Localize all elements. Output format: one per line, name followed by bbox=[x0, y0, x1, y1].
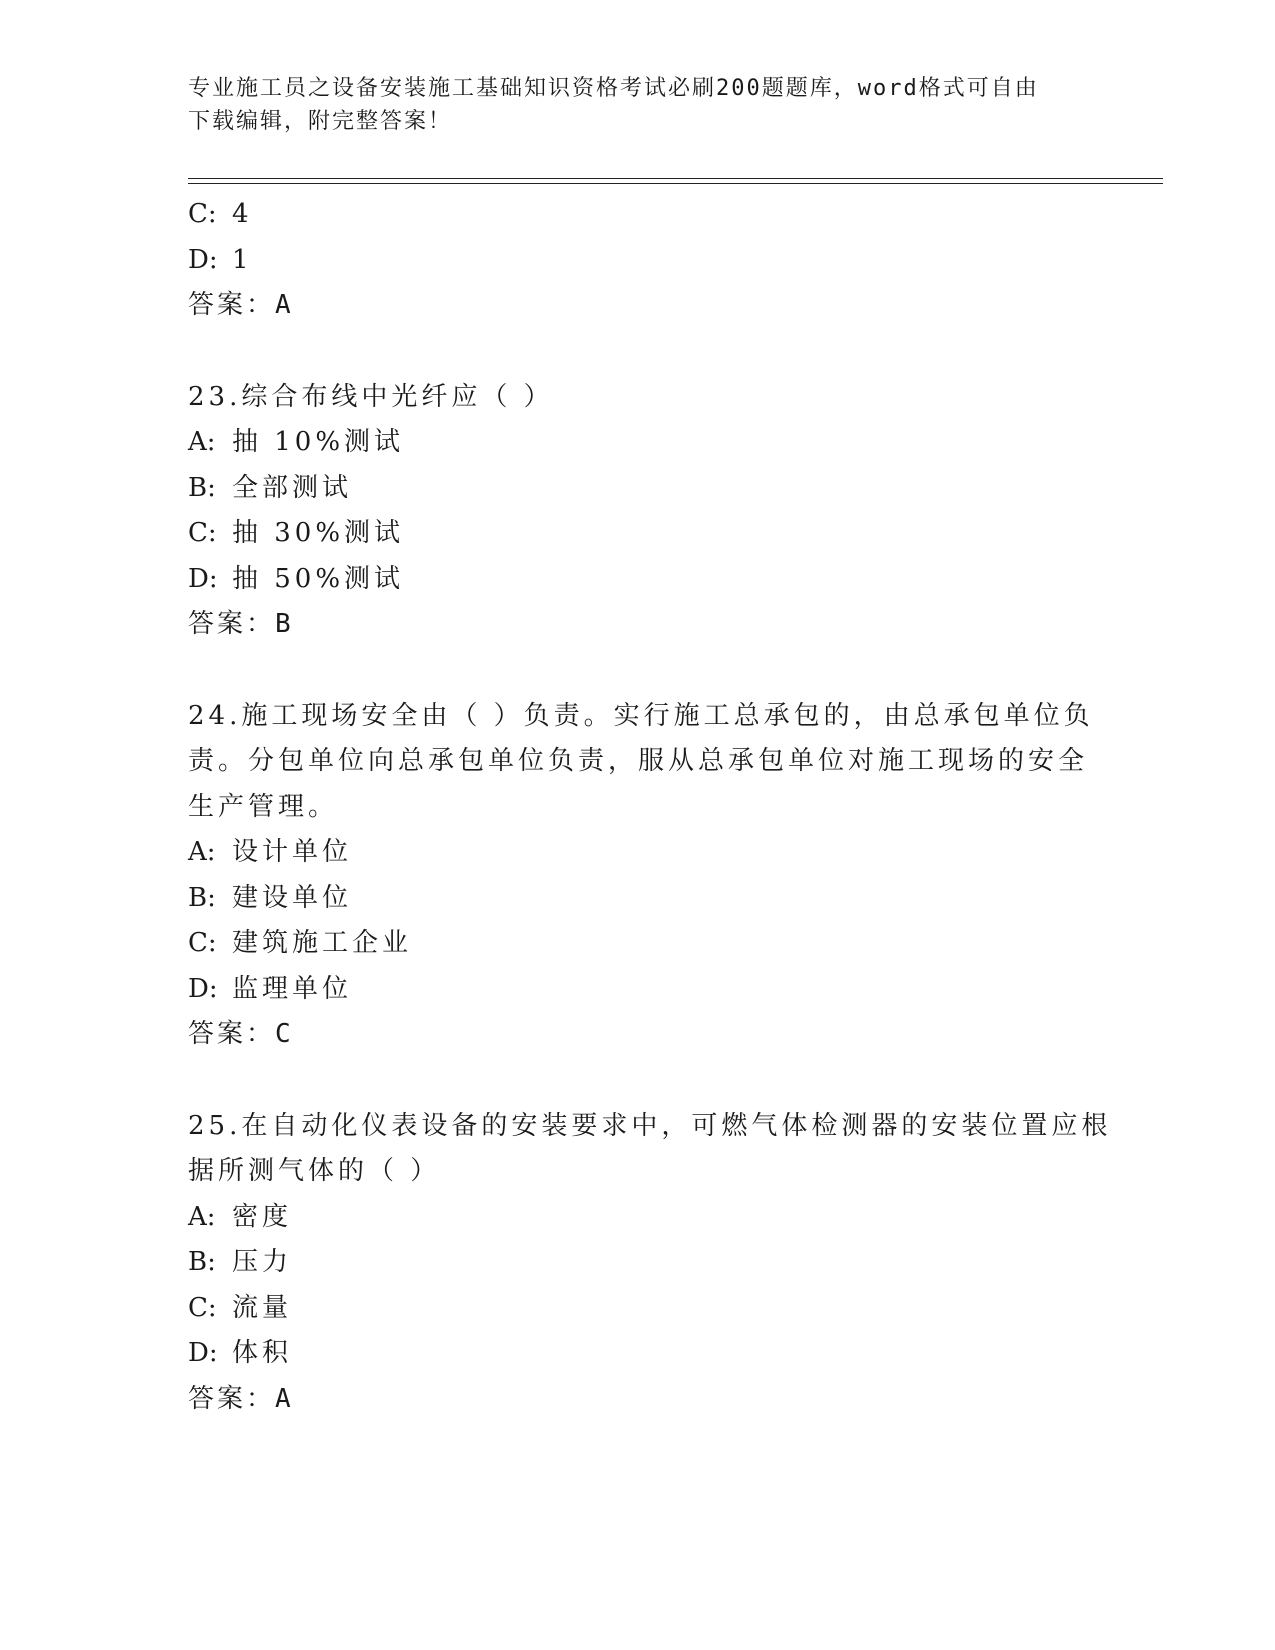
option-b bbox=[188, 876, 1088, 922]
question-24 bbox=[188, 694, 1094, 1058]
option-text: 1 bbox=[232, 244, 253, 275]
option-text: 建设单位 bbox=[232, 882, 353, 913]
option-label: C: bbox=[188, 1292, 217, 1323]
question-stem: 24.施工现场安全由（ ）负责。实行施工总承包的，由总承包单位负 bbox=[188, 700, 1094, 731]
option-label: D: bbox=[188, 973, 218, 1004]
option-text: 体积 bbox=[232, 1338, 293, 1368]
option-c bbox=[188, 192, 1088, 238]
question-content bbox=[188, 192, 1112, 1422]
prev-question bbox=[188, 192, 1088, 329]
option-label: C: bbox=[188, 518, 217, 548]
option-text: 4 bbox=[232, 199, 253, 229]
question-23 bbox=[188, 375, 1088, 648]
option-label: D: bbox=[188, 244, 218, 275]
option-c bbox=[188, 921, 1088, 967]
option-text: 设计单位 bbox=[232, 837, 353, 867]
question-stem: 据所测气体的（ ） bbox=[188, 1156, 441, 1186]
header-line-2: 下载编辑，附完整答案！ bbox=[188, 109, 453, 134]
header-divider-bottom bbox=[188, 183, 1163, 184]
option-label: B: bbox=[188, 472, 216, 503]
option-text: 监理单位 bbox=[232, 973, 353, 1004]
option-label: A: bbox=[188, 1201, 216, 1232]
option-b bbox=[188, 1240, 1088, 1286]
spacer bbox=[188, 329, 1088, 375]
header-divider-top bbox=[188, 178, 1163, 179]
option-label: C: bbox=[188, 928, 217, 958]
answer-line: 答案：A bbox=[188, 290, 294, 320]
option-text: 压力 bbox=[232, 1247, 293, 1277]
option-c bbox=[188, 511, 1088, 557]
question-stem: 责。分包单位向总承包单位负责，服从总承包单位对施工现场的安全 bbox=[188, 746, 1089, 776]
answer-line: 答案：C bbox=[188, 1019, 294, 1049]
option-label: B: bbox=[188, 882, 216, 913]
option-c bbox=[188, 1286, 1088, 1332]
option-text: 流量 bbox=[232, 1292, 293, 1323]
option-label: B: bbox=[188, 1247, 216, 1277]
document-header bbox=[188, 72, 1088, 138]
option-label: D: bbox=[188, 563, 218, 594]
option-d bbox=[188, 1331, 1088, 1377]
answer-line: 答案：A bbox=[188, 1383, 294, 1414]
option-label: A: bbox=[188, 837, 216, 867]
option-text: 抽 10%测试 bbox=[232, 427, 405, 457]
option-d bbox=[188, 238, 1088, 284]
header-line-1: 专业施工员之设备安装施工基础知识资格考试必刷200题题库，word格式可自由 bbox=[188, 76, 1039, 101]
option-text: 抽 50%测试 bbox=[232, 563, 405, 594]
option-d bbox=[188, 557, 1088, 603]
option-a bbox=[188, 420, 1088, 466]
question-stem: 23.综合布线中光纤应（ ） bbox=[188, 381, 554, 412]
spacer bbox=[188, 648, 1088, 694]
option-label: A: bbox=[188, 427, 216, 457]
option-text: 全部测试 bbox=[232, 472, 353, 503]
option-d bbox=[188, 967, 1088, 1013]
question-25 bbox=[188, 1104, 1112, 1423]
option-a bbox=[188, 830, 1088, 876]
option-a bbox=[188, 1195, 1088, 1241]
option-text: 抽 30%测试 bbox=[232, 518, 405, 548]
option-b bbox=[188, 466, 1088, 512]
option-text: 密度 bbox=[232, 1201, 293, 1232]
spacer bbox=[188, 1058, 1088, 1104]
answer-line: 答案：B bbox=[188, 609, 294, 639]
question-stem: 25.在自动化仪表设备的安装要求中，可燃气体检测器的安装位置应根 bbox=[188, 1110, 1112, 1141]
option-label: D: bbox=[188, 1338, 218, 1368]
question-stem: 生产管理。 bbox=[188, 791, 339, 822]
option-label: C: bbox=[188, 199, 217, 229]
option-text: 建筑施工企业 bbox=[232, 928, 413, 958]
